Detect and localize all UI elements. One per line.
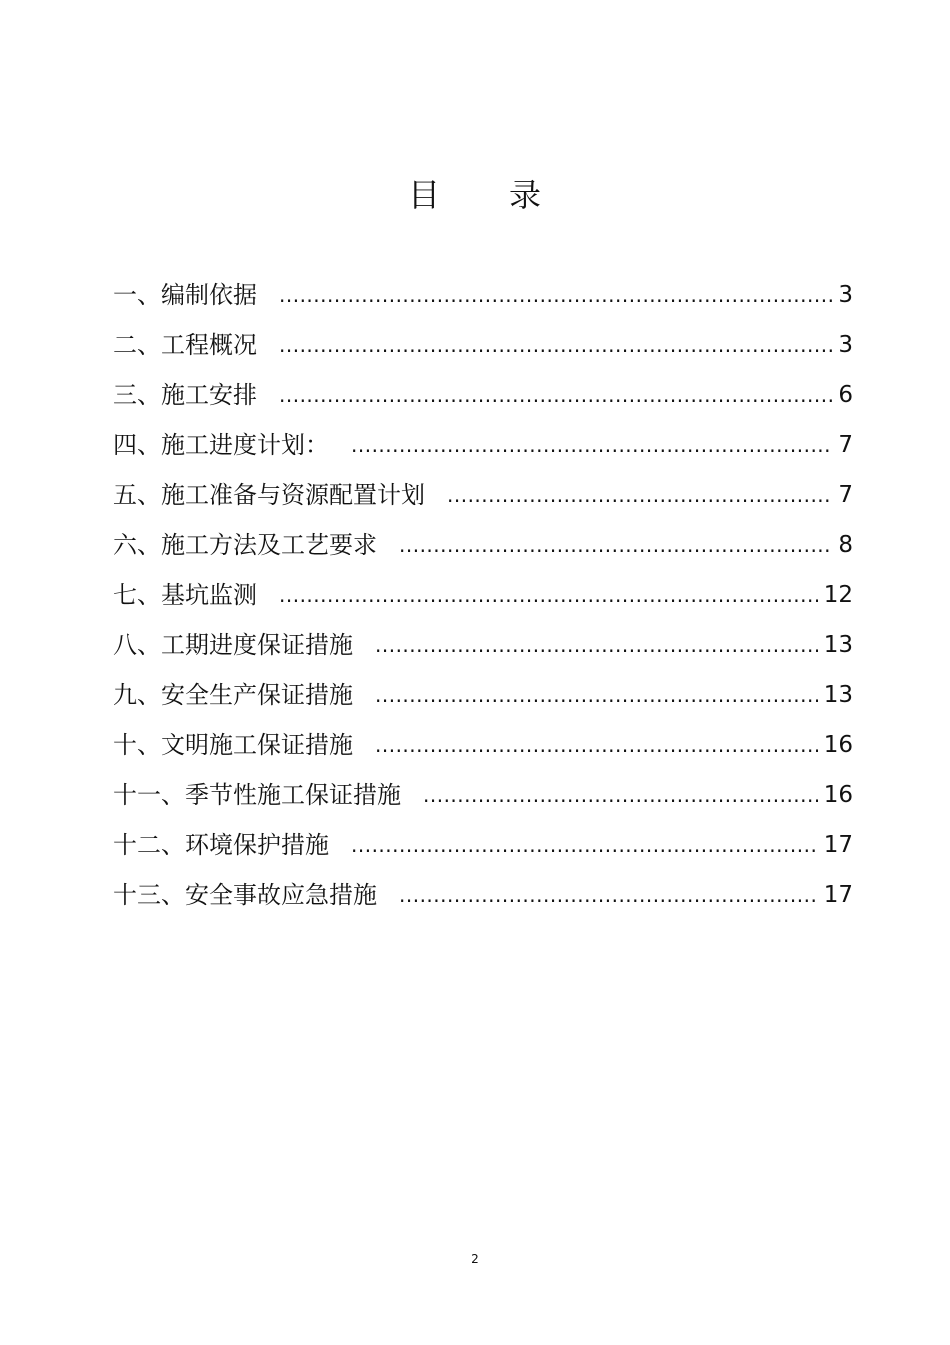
toc-leader-dots (399, 873, 818, 917)
table-of-contents (113, 270, 853, 920)
toc-row[interactable] (113, 720, 853, 770)
toc-label: 十二、环境保护措施 (113, 831, 329, 859)
toc-row[interactable] (113, 570, 853, 620)
toc-leader-dots (447, 473, 832, 517)
toc-leader-dots (375, 623, 818, 667)
toc-row[interactable] (113, 520, 853, 570)
toc-leader-dots (279, 573, 818, 617)
toc-label: 十一、季节性施工保证措施 (113, 781, 401, 809)
toc-label: 五、施工准备与资源配置计划 (113, 481, 425, 509)
toc-row[interactable] (113, 770, 853, 820)
toc-page-number: 17 (823, 882, 853, 908)
toc-row[interactable] (113, 370, 853, 420)
toc-leader-dots (279, 323, 832, 367)
toc-label: 十、文明施工保证措施 (113, 731, 353, 759)
toc-label: 十三、安全事故应急措施 (113, 881, 377, 909)
toc-row[interactable] (113, 620, 853, 670)
toc-page-number: 16 (823, 782, 853, 808)
toc-leader-dots (375, 723, 818, 767)
toc-row[interactable] (113, 670, 853, 720)
toc-leader-dots (279, 373, 832, 417)
toc-page-number: 8 (838, 532, 853, 558)
toc-label: 八、工期进度保证措施 (113, 631, 353, 659)
toc-label: 七、基坑监测 (113, 581, 257, 609)
toc-page-number: 6 (838, 382, 853, 408)
page-number: 2 (471, 1252, 479, 1266)
toc-leader-dots (351, 423, 832, 467)
toc-leader-dots (279, 273, 832, 317)
toc-row[interactable] (113, 420, 853, 470)
toc-page-number: 16 (823, 732, 853, 758)
toc-page-number: 13 (823, 632, 853, 658)
toc-page-number: 3 (838, 282, 853, 308)
toc-label: 四、施工进度计划： (113, 431, 329, 459)
toc-page-number: 12 (823, 582, 853, 608)
toc-page-number: 17 (823, 832, 853, 858)
toc-row[interactable] (113, 870, 853, 920)
toc-leader-dots (351, 823, 818, 867)
toc-row[interactable] (113, 820, 853, 870)
toc-row[interactable] (113, 470, 853, 520)
toc-page-number: 13 (823, 682, 853, 708)
toc-label: 九、安全生产保证措施 (113, 681, 353, 709)
toc-page-number: 7 (838, 482, 853, 508)
toc-row[interactable] (113, 270, 853, 320)
toc-page-number: 7 (838, 432, 853, 458)
toc-label: 二、工程概况 (113, 331, 257, 359)
page-title (0, 170, 950, 216)
toc-leader-dots (399, 523, 832, 567)
title-char-left: 目 (407, 176, 441, 214)
toc-leader-dots (375, 673, 818, 717)
toc-page-number: 3 (838, 332, 853, 358)
title-char-right: 录 (509, 176, 543, 214)
toc-label: 三、施工安排 (113, 381, 257, 409)
toc-label: 六、施工方法及工艺要求 (113, 531, 377, 559)
toc-label: 一、编制依据 (113, 281, 257, 309)
toc-row[interactable] (113, 320, 853, 370)
toc-leader-dots (423, 773, 818, 817)
